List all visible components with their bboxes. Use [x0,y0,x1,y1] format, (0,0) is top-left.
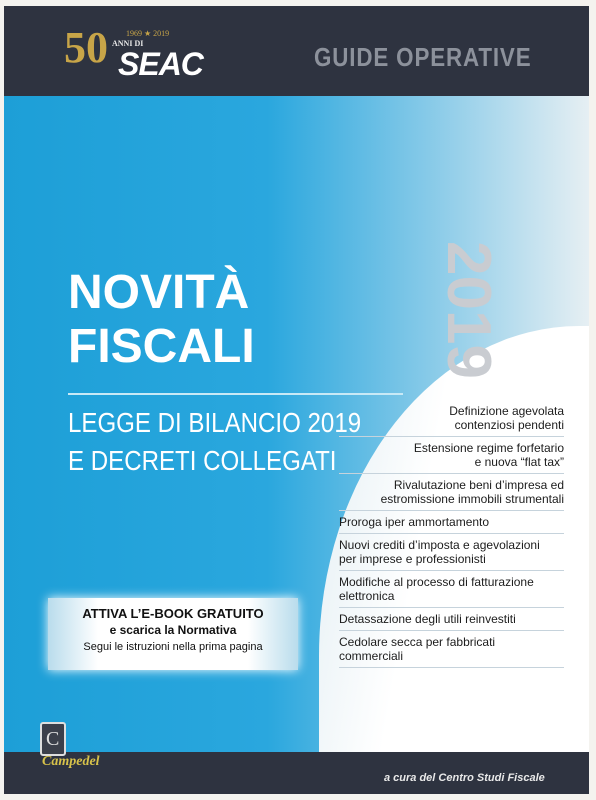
topic-item [339,534,564,571]
topic-line: Modifiche al processo di fatturazione [339,575,534,589]
topic-item [339,631,564,668]
topic-line: Rivalutazione beni d’impresa ed [393,478,564,492]
topic-item [339,474,564,511]
topic-line: Proroga iper ammortamento [339,515,490,529]
topics-list [339,400,564,668]
year-vertical: 2019 [434,241,503,379]
topic-item [339,571,564,608]
curator-credit: a cura del Centro Studi Fiscale [384,772,545,784]
topic-line: per imprese e professionisti [339,552,486,566]
book-cover [4,6,589,794]
logo-years: 1969 ★ 2019 [126,29,170,38]
topic-line: Nuovi crediti d’imposta e agevolazioni [339,538,540,552]
seac-logo [64,23,224,86]
logo-brand: SEAC [118,46,203,82]
topic-line: estromissione immobili strumentali [380,492,564,506]
topic-line: Detassazione degli utili reinvestiti [339,612,516,626]
title-line: FISCALI [68,320,255,373]
topic-item [339,608,564,631]
topic-line: Estensione regime forfetario [413,441,564,455]
topic-line: contenziosi pendenti [454,418,564,432]
publisher-name: Campedel [42,754,100,769]
topic-item [339,437,564,474]
logo-anniversary: 50 [64,23,108,72]
logo-anni-label: ANNI DI [112,39,144,48]
topic-line: elettronica [339,589,395,603]
publisher-mark-icon [40,722,66,756]
subtitle-line: E DECRETI COLLEGATI [68,445,337,476]
ebook-banner [48,598,298,670]
book-title [68,266,255,374]
topic-item [339,511,564,534]
topic-line: Cedolare secca per fabbricati [339,635,496,649]
ebook-line-2: e scarica la Normativa [109,623,237,637]
topic-line: commerciali [339,649,404,663]
ebook-line-1: ATTIVA L’E-BOOK GRATUITO [82,606,264,621]
topic-line: e nuova “flat tax” [474,455,564,469]
subtitle-line: LEGGE DI BILANCIO 2019 [68,407,362,438]
publisher-mark-letter: C [46,728,60,750]
ebook-line-3: Segui le istruzioni nella prima pagina [83,641,263,653]
topic-line: Definizione agevolata [449,404,564,418]
title-line: NOVITÀ [68,266,250,319]
topic-item [339,400,564,437]
book-subtitle [68,404,361,480]
title-divider [68,393,403,395]
series-title: GUIDE OPERATIVE [314,42,532,72]
publisher-logo [40,722,120,782]
